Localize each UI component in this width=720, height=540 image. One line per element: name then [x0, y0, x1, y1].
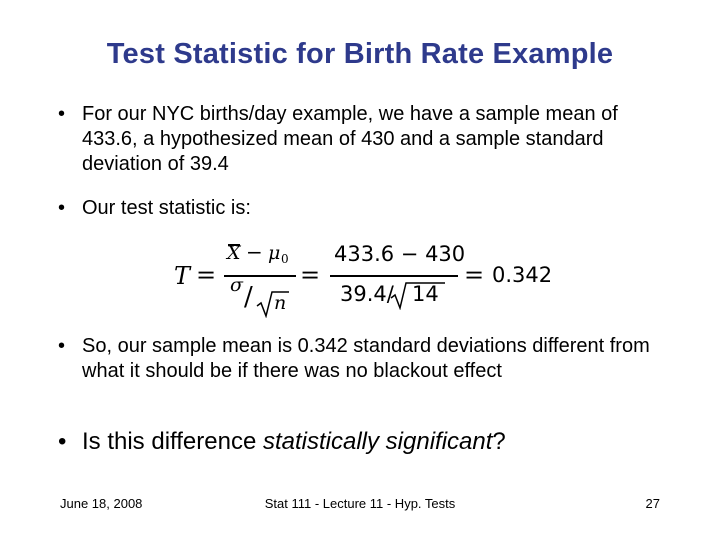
denominator-root-value: 14 [412, 282, 439, 306]
fraction-bar-numeric [330, 275, 458, 277]
bullet-sample-info [58, 102, 668, 177]
formula-n: n [274, 292, 287, 314]
slide-title: Test Statistic for Birth Rate Example [106, 38, 614, 70]
numerator-value: 433.6 − 430 [334, 242, 466, 266]
formula-lhs: T [174, 262, 191, 290]
bullet-dot: • [58, 428, 67, 455]
bullet-text: So, our sample mean is 0.342 standard deviations different from what it should be if there was no blackout effect [82, 335, 650, 382]
formula-minus: − [246, 240, 263, 264]
formula-equals-2: = [300, 261, 321, 289]
bullet-interpretation [58, 334, 668, 384]
formula-xbar: X [227, 242, 241, 264]
denominator-value: 39.4/ [340, 282, 394, 306]
bullet-question [58, 428, 668, 456]
formula-mu-subscript: 0 [281, 252, 289, 266]
bullet-dot: • [58, 197, 66, 219]
formula-equals: = [196, 261, 217, 289]
bullet-dot: • [58, 335, 66, 357]
footer-date: June 18, 2008 [60, 496, 143, 511]
question-prefix: Is this difference [82, 428, 263, 455]
formula-equals-3: = [464, 261, 485, 289]
bullet-test-statistic [58, 196, 668, 221]
question-suffix: ? [492, 428, 506, 455]
test-statistic-formula [172, 232, 552, 324]
bullet-text: For our NYC births/day example, we have a sample mean of 433.6, a hypothesized mean of 430 and a sample standard deviation of 39.4 [82, 103, 618, 175]
formula-mu: μ [268, 242, 281, 264]
footer-page-number: 27 [645, 496, 660, 511]
bullet-text: Our test statistic is: [82, 197, 251, 219]
question-emphasis: statistically significant [262, 428, 493, 455]
bullet-dot: • [58, 103, 66, 125]
formula-slash: / [244, 282, 253, 312]
formula-result: 0.342 [492, 263, 553, 287]
footer-course: Stat 111 - Lecture 11 - Hyp. Tests [264, 496, 456, 511]
formula-sigma: σ [230, 274, 243, 296]
